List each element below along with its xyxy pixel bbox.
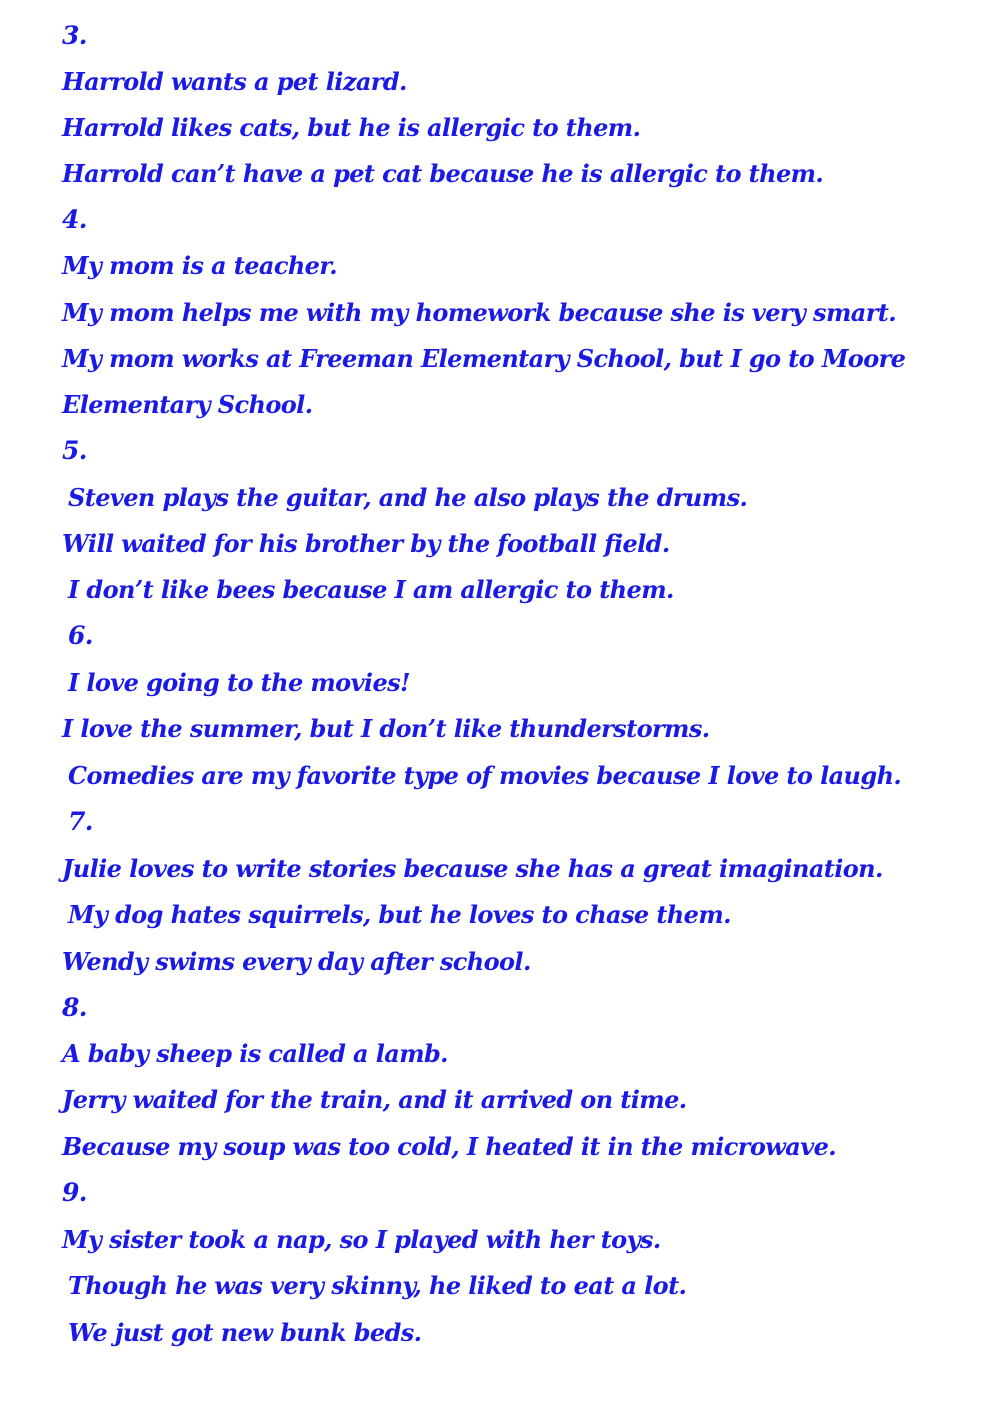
sentence: My mom helps me with my homework because she is very smart.: [62, 298, 896, 327]
sentence: Comedies are my favorite type of movies because I love to laugh.: [68, 761, 902, 790]
section-number: 7.: [68, 807, 93, 836]
sentence: Harrold can’t have a pet cat because he is allergic to them.: [62, 159, 824, 188]
section-number: 6.: [68, 621, 93, 650]
section-number: 8.: [62, 993, 87, 1022]
section-number: 3.: [62, 21, 87, 50]
sentence: Julie loves to write stories because she has a great imagination.: [62, 854, 883, 883]
section-number: 5.: [62, 436, 87, 465]
sentence: Harrold likes cats, but he is allergic to them.: [62, 113, 641, 142]
sentence: My sister took a nap, so I played with her toys.: [62, 1225, 661, 1254]
sentence: My dog hates squirrels, but he loves to chase them.: [68, 900, 731, 929]
sentence: A baby sheep is called a lamb.: [62, 1039, 448, 1068]
sentence: Jerry waited for the train, and it arrived on time.: [62, 1085, 687, 1114]
sentence: Wendy swims every day after school.: [62, 947, 531, 976]
sentence: I don’t like bees because I am allergic to them.: [68, 575, 674, 604]
section-number: 4.: [62, 205, 87, 234]
sentence: Harrold wants a pet lizard.: [62, 67, 407, 96]
sentence: I love going to the movies!: [68, 668, 410, 697]
section-number: 9.: [62, 1178, 87, 1207]
sentence: Though he was very skinny, he liked to eat a lot.: [68, 1271, 687, 1300]
sentence: Steven plays the guitar, and he also plays the drums.: [68, 483, 748, 512]
sentence: My mom works at Freeman Elementary School, but I go to Moore: [62, 344, 906, 373]
sentence: Will waited for his brother by the football field.: [62, 529, 670, 558]
sentence: We just got new bunk beds.: [68, 1318, 422, 1347]
sentence: Elementary School.: [62, 390, 313, 419]
sentence: I love the summer, but I don’t like thunderstorms.: [62, 714, 710, 743]
sentence: My mom is a teacher.: [62, 251, 337, 280]
sentence: Because my soup was too cold, I heated it in the microwave.: [62, 1132, 837, 1161]
